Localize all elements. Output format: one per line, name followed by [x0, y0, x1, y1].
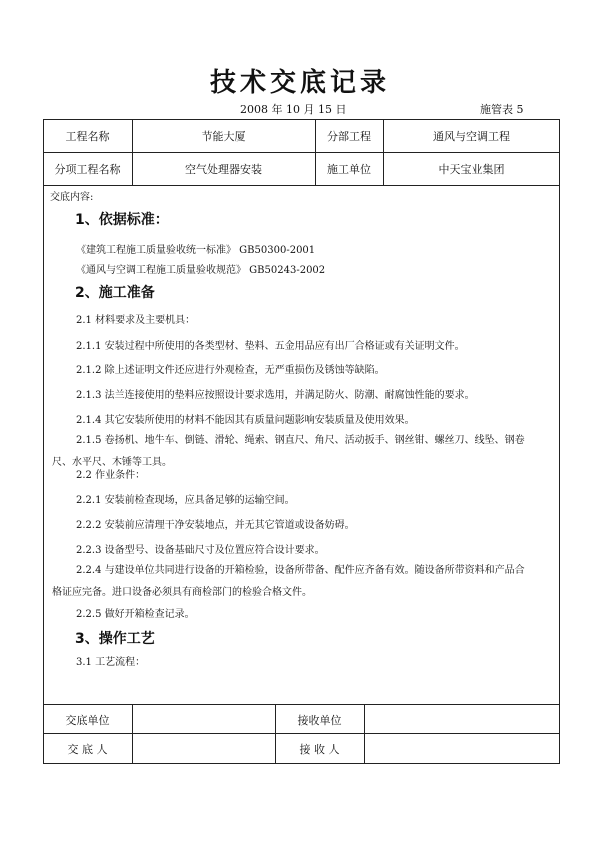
section-1-heading: 1、依据标准： [75, 212, 169, 228]
record-date: 2008 年 10 月 15 日 [240, 103, 347, 116]
paragraph-2-1-2: 2.1.2 除上述证明文件还应进行外观检查，无严重损伤及锈蚀等缺陷。 [76, 365, 385, 376]
division-label: 分部工程 [327, 130, 371, 143]
form-number: 施管表 5 [480, 103, 524, 116]
col-divider [132, 704, 133, 764]
paragraph-2-2-4: 2.2.4 与建设单位共同进行设备的开箱检验，设备所带备、配件应齐备有效。随设备所带资料和产品合格证应完备。进口设备必须具有商检部门的检验合格文件。 [52, 565, 525, 598]
paragraph-2-2-2: 2.2.2 安装前应清理干净安装地点，并无其它管道或设备妨碍。 [76, 520, 355, 531]
contractor-value: 中天宝业集团 [438, 163, 505, 176]
project-name-label: 工程名称 [65, 130, 110, 143]
paragraph-2-1-1: 2.1.1 安装过程中所使用的各类型材、垫料、五金用品应有出厂合格证或有关证明文件。 [76, 341, 465, 352]
paragraph-2-2-5: 2.2.5 做好开箱检查记录。 [76, 609, 195, 620]
section-3-heading: 3、操作工艺 [75, 631, 155, 647]
paragraph-2-2-1: 2.2.1 安装前检查现场，应具备足够的运输空间。 [76, 495, 295, 506]
contractor-label: 施工单位 [327, 163, 371, 176]
handover-unit-label: 交底单位 [65, 714, 110, 727]
division-value: 通风与空调工程 [433, 130, 510, 143]
row-divider [43, 733, 560, 734]
content-label: 交底内容: [50, 192, 94, 203]
sub-item-value: 空气处理器安装 [185, 163, 262, 176]
row-divider [43, 704, 560, 705]
col-divider [364, 704, 365, 764]
paragraph-2-1-5: 2.1.5 卷扬机、地牛车、倒链、滑轮、绳索、钢直尺、角尺、活动扳手、钢丝钳、螺丝刀、线坠、钢卷尺、水平尺、木锤等工具。 [52, 435, 525, 468]
paragraph-2-1-4: 2.1.4 其它安装所使用的材料不能因其有质量问题影响安装质量及使用效果。 [76, 415, 415, 426]
standard-item: 《通风与空调工程施工质量验收规范》 GB50243-2002 [76, 265, 326, 276]
section-2-heading: 2、施工准备 [75, 285, 155, 301]
row-divider [43, 185, 560, 186]
paragraph-2-2-3: 2.2.3 设备型号、设备基础尺寸及位置应符合设计要求。 [76, 545, 325, 556]
sub-item-label: 分项工程名称 [54, 163, 121, 176]
paragraph-2-2: 2.2 作业条件： [76, 470, 146, 481]
receiver-person-label: 接 收 人 [299, 743, 340, 756]
paragraph-2-1-3: 2.1.3 法兰连接使用的垫料应按照设计要求选用，并满足防火、防潮、耐腐蚀性能的要求。 [76, 390, 475, 401]
standard-item: 《建筑工程施工质量验收统一标准》 GB50300-2001 [76, 245, 316, 256]
paragraph-2-1: 2.1 材料要求及主要机具： [76, 315, 196, 326]
paragraph-3-1: 3.1 工艺流程： [76, 657, 146, 668]
project-name-value: 节能大厦 [201, 130, 246, 143]
page-title: 技术交底记录 [209, 68, 390, 98]
handover-person-label: 交 底 人 [67, 743, 108, 756]
row-divider [43, 152, 560, 153]
receiver-unit-label: 接收单位 [297, 714, 342, 727]
